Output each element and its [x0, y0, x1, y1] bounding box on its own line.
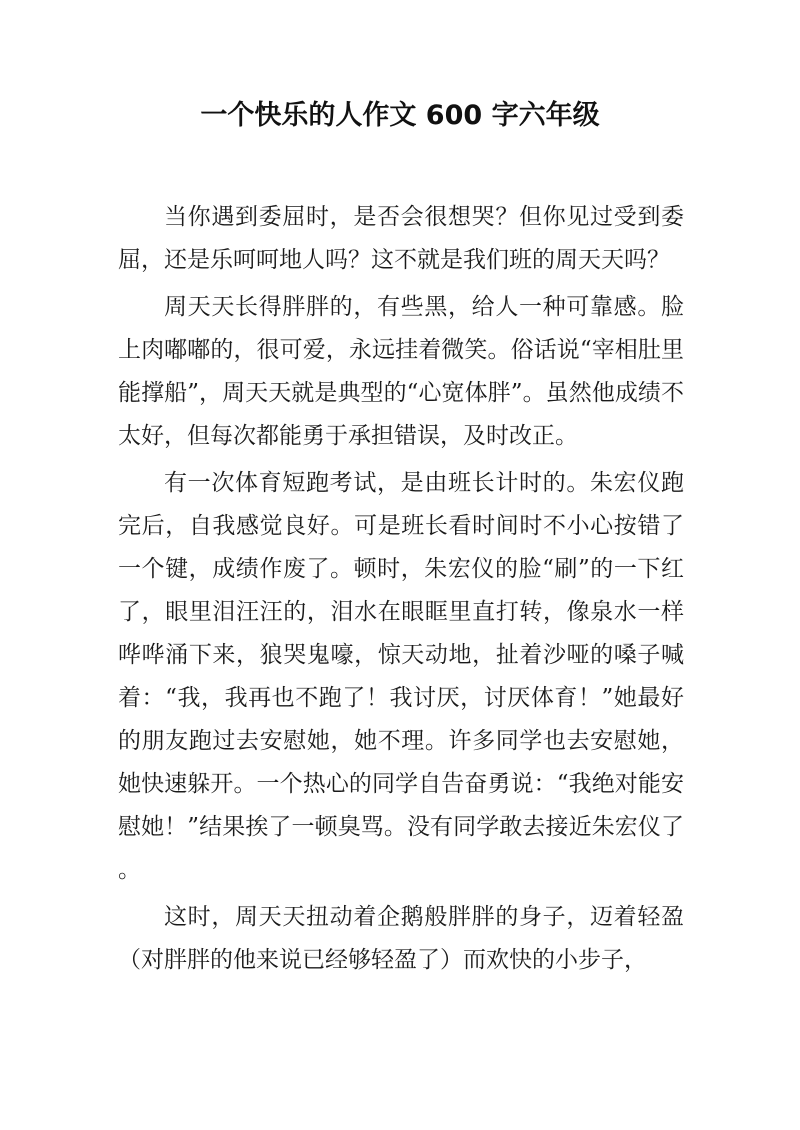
paragraph-1: 当你遇到委屈时，是否会很想哭？但你见过受到委屈，还是乐呵呵地人吗？这不就是我们班的周天天吗？	[118, 204, 684, 273]
paragraph-2: 周天天长得胖胖的，有些黑，给人一种可靠感。脸上肉嘟嘟的，很可爱，永远挂着微笑。俗话说“宰相肚里能撑船”，周天天就是典型的“心宽体胖”。虽然他成绩不太好，但每次都能勇于承担错误，及时改正。	[118, 294, 684, 449]
paragraph-3: 有一次体育短跑考试，是由班长计时的。朱宏仪跑完后，自我感觉良好。可是班长看时间时不小心按错了一个键，成绩作废了。顿时，朱宏仪的脸“刷”的一下红了，眼里泪汪汪的，泪水在眼眶里直打转，像泉水一样哗哗涌下来，狼哭鬼嚎，惊天动地，扯着沙哑的嗓子喊着：“我，我再也不跑了！我讨厌，讨厌体育！”她最好的朋友跑过去安慰她，她不理。许多同学也去安慰她，她快速躲开。一个热心的同学自告奋勇说：“我绝对能安慰她！”结果挨了一顿臭骂。没有同学敢去接近朱宏仪了。	[118, 470, 684, 883]
paragraph-4: 这时，周天天扭动着企鹅般胖胖的身子，迈着轻盈（对胖胖的他来说已经够轻盈了）而欢快的小步子，	[118, 904, 684, 973]
document-body	[118, 196, 684, 986]
document-title: 一个快乐的人作文 600 字六年级	[200, 100, 600, 131]
